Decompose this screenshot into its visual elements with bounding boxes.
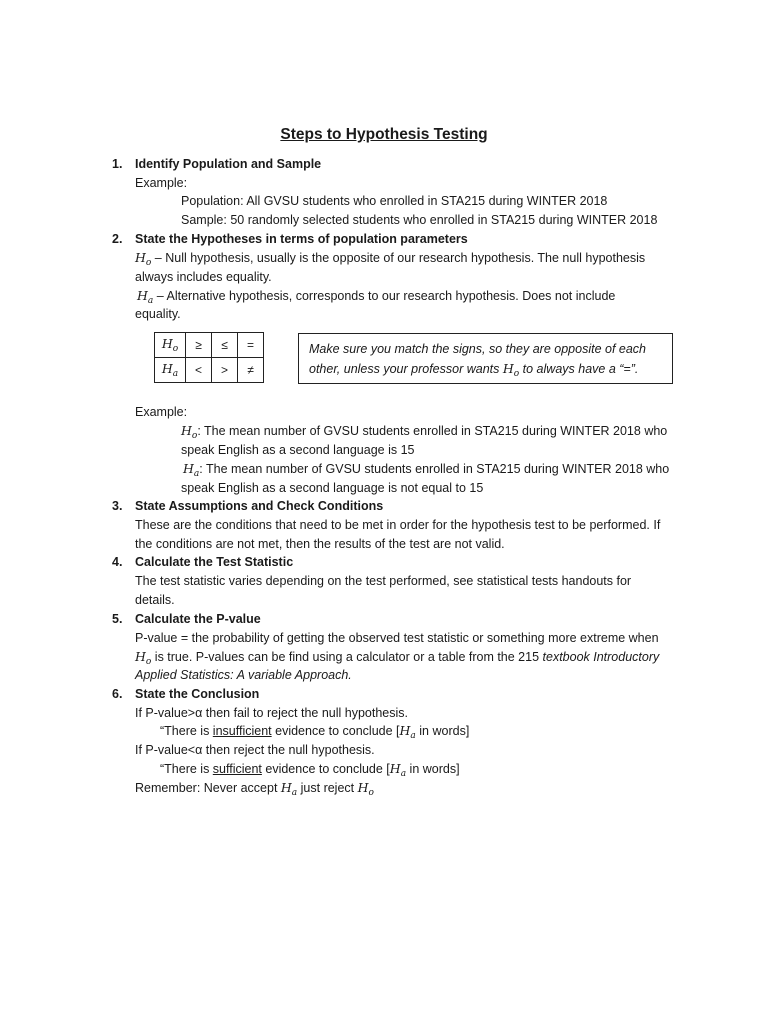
sign-cell: < <box>186 358 212 383</box>
sufficient-evidence-quote: “There is sufficient evidence to conclude [$H_a$ in words] <box>160 761 460 779</box>
step-3-number: 3. <box>112 499 123 513</box>
if-pvalue-greater: If P-value>α then fail to reject the null hypothesis. <box>135 706 409 720</box>
step-6-heading: State the Conclusion <box>135 687 260 701</box>
sign-table-ha: $H_a$ <box>155 358 186 383</box>
step-1-example-label: Example: <box>135 176 188 190</box>
sign-table-row <box>155 358 264 383</box>
step-2-example-label: Example: <box>135 405 188 419</box>
step-5-text-line1: P-value = the probability of getting the observed test statistic or something more extreme when <box>135 631 659 645</box>
step-1-heading: Identify Population and Sample <box>135 157 322 171</box>
remember-note: Remember: Never accept $H_a$ just reject $H_o$ <box>135 780 374 798</box>
h0-symbol: $H_o$ <box>135 250 152 268</box>
insufficient-evidence-quote: “There is insufficient evidence to conclude [$H_a$ in words] <box>160 723 470 741</box>
sign-note-line2: other, unless your professor wants $H_o$ to always have a “=”. <box>309 361 639 379</box>
sample-text: Sample: 50 randomly selected students who enrolled in STA215 during WINTER 2018 <box>181 213 658 227</box>
step-2-heading: State the Hypotheses in terms of population parameters <box>135 232 468 246</box>
sign-cell: = <box>238 333 264 358</box>
example-ha-line2: speak English as a second language is not equal to 15 <box>181 481 484 495</box>
alt-hypothesis-definition: $H_a$ – Alternative hypothesis, corresponds to our research hypothesis. Does not include <box>137 288 616 306</box>
step-4-text-line1: The test statistic varies depending on the test performed, see statistical tests handouts for <box>135 574 632 588</box>
step-5-heading: Calculate the P-value <box>135 612 261 626</box>
page-title: Steps to Hypothesis Testing <box>280 126 488 143</box>
alt-hypothesis-definition-cont: equality. <box>135 307 181 321</box>
step-3-text-line1: These are the conditions that need to be met in order for the hypothesis test to be performed. If <box>135 518 661 532</box>
sign-cell: ≤ <box>212 333 238 358</box>
example-h0-line1: $H_o$: The mean number of GVSU students enrolled in STA215 during WINTER 2018 who <box>181 423 668 441</box>
sign-table-h0: $H_o$ <box>155 333 186 358</box>
sign-cell: ≥ <box>186 333 212 358</box>
if-pvalue-less: If P-value<α then reject the null hypothesis. <box>135 743 375 757</box>
step-3-text-line2: the conditions are not met, then the results of the test are not valid. <box>135 537 505 551</box>
step-5-text-line3: Applied Statistics: A variable Approach. <box>135 668 352 682</box>
step-4-number: 4. <box>112 555 123 569</box>
step-6-number: 6. <box>112 687 123 701</box>
step-5-text-line2: $H_o$ is true. P-values can be find using a calculator or a table from the 215 textbook Introductory <box>135 649 660 667</box>
step-4-heading: Calculate the Test Statistic <box>135 555 294 569</box>
null-hypothesis-definition-cont: always includes equality. <box>135 270 272 284</box>
sign-cell: > <box>212 358 238 383</box>
sign-cell: ≠ <box>238 358 264 383</box>
sign-table-row <box>155 333 264 358</box>
example-ha-line1: $H_a$: The mean number of GVSU students enrolled in STA215 during WINTER 2018 who <box>183 461 670 479</box>
population-text: Population: All GVSU students who enrolled in STA215 during WINTER 2018 <box>181 194 608 208</box>
step-1-number: 1. <box>112 157 123 171</box>
sign-note-box <box>298 333 673 384</box>
null-hypothesis-definition: $H_o$ – Null hypothesis, usually is the opposite of our research hypothesis. The null hypothesis <box>135 250 646 268</box>
example-h0-line2: speak English as a second language is 15 <box>181 443 415 457</box>
sign-table <box>154 332 264 383</box>
ha-symbol: $H_a$ <box>137 288 154 306</box>
step-3-heading: State Assumptions and Check Conditions <box>135 499 384 513</box>
sign-note-line1: Make sure you match the signs, so they are opposite of each <box>309 342 646 356</box>
step-5-number: 5. <box>112 612 123 626</box>
step-2-number: 2. <box>112 232 123 246</box>
step-4-text-line2: details. <box>135 593 175 607</box>
